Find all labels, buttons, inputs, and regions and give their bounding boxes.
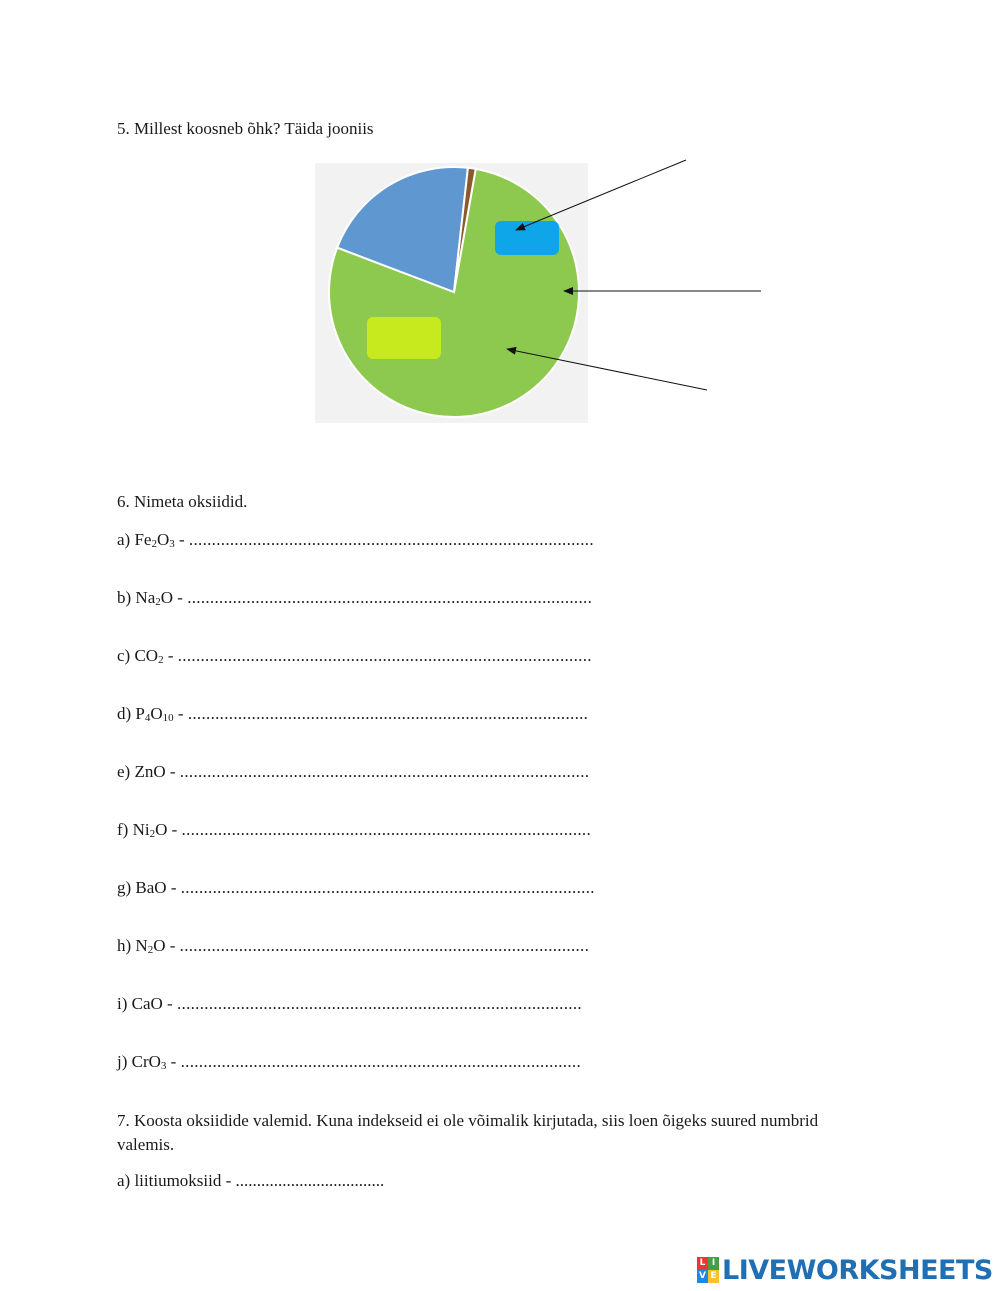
oxide-formula-m1: O xyxy=(153,936,166,955)
liveworksheets-logo xyxy=(697,1255,993,1285)
oxide-answer-row xyxy=(117,819,591,841)
oxide-formula-s2: 3 xyxy=(169,538,175,550)
oxide-answer-row xyxy=(117,645,592,667)
answer-blank-dots[interactable]: ........................................................................................... xyxy=(177,646,592,665)
answer-blank-dots[interactable]: .......................................................................................... xyxy=(179,936,590,955)
question-5-title: 5. Millest koosneb õhk? Täida jooniis xyxy=(117,119,374,138)
answer-blank-dots[interactable]: ........................................................................................ xyxy=(180,1052,581,1071)
oxide-formula-prefix: b) Na xyxy=(117,588,156,607)
answer-blank-dots[interactable]: ......................................................................................... xyxy=(187,588,593,607)
oxide-formula-m1: O xyxy=(156,530,170,549)
question-6-title: 6. Nimeta oksiidid. xyxy=(117,492,248,511)
oxide-answer-row xyxy=(117,1051,581,1073)
oxide-formula-suffix: - xyxy=(166,1052,181,1071)
oxide-formula-m1: O xyxy=(160,588,174,607)
oxide-formula-prefix: e) ZnO xyxy=(117,762,166,781)
oxide-formula-suffix: - xyxy=(163,646,178,665)
oxide-formula-prefix: d) P xyxy=(117,704,145,723)
oxide-answer-row xyxy=(117,877,595,899)
oxide-formula-suffix: - xyxy=(167,820,182,839)
oxide-answer-row xyxy=(117,703,588,725)
oxide-formula-s1: 2 xyxy=(155,596,161,608)
oxide-formula-prefix: c) CO xyxy=(117,646,159,665)
oxide-answer-row xyxy=(117,993,582,1015)
oxide-formula-suffix: - xyxy=(166,878,181,897)
oxide-formula-prefix: i) CaO xyxy=(117,994,163,1013)
answer-blank-dots[interactable]: ......................................................................................... xyxy=(188,530,594,549)
question-7-title: 7. Koosta oksiidide valemid. Kuna indekseid ei ole võimalik kirjutada, siis loen õigeks suured numbrid valemis. xyxy=(117,1111,819,1154)
oxide-formula-suffix: - xyxy=(173,588,188,607)
oxide-formula-s1: 2 xyxy=(149,828,156,840)
answer-blank-dots[interactable]: ......................................................................................... xyxy=(176,994,582,1013)
oxide-formula-suffix: - xyxy=(165,936,180,955)
nitrogen-label-dropzone[interactable] xyxy=(367,317,441,359)
answer-blank-dots[interactable]: ........................................................................................... xyxy=(180,878,595,897)
oxide-formula-s2: 10 xyxy=(162,712,174,724)
formula-answer-row[interactable]: a) liitiumoksiid - ................................... xyxy=(117,1171,385,1190)
oxide-formula-suffix: - xyxy=(174,530,189,549)
logo-letter-tile: V xyxy=(697,1270,708,1283)
answer-blank-dots[interactable]: .......................................................................................... xyxy=(181,820,592,839)
oxide-formula-s1: 2 xyxy=(147,944,154,956)
logo-letter-tile: L xyxy=(697,1257,708,1270)
oxygen-label-dropzone[interactable] xyxy=(495,221,559,255)
oxide-formula-s1: 2 xyxy=(151,538,157,550)
oxide-formula-m1: O xyxy=(150,704,163,723)
oxide-answer-row xyxy=(117,587,592,609)
oxide-answer-row xyxy=(117,529,594,551)
oxide-answer-row xyxy=(117,761,589,783)
oxide-formula-prefix: h) N xyxy=(117,936,148,955)
oxide-formula-prefix: j) CrO xyxy=(117,1052,161,1071)
logo-letter-tile: I xyxy=(708,1257,719,1270)
pie-chart-svg xyxy=(315,163,588,423)
oxide-formula-prefix: a) Fe xyxy=(117,530,152,549)
liveworksheets-mark-icon xyxy=(697,1257,719,1283)
air-composition-chart xyxy=(315,163,588,423)
oxide-formula-s1: 2 xyxy=(158,654,164,666)
liveworksheets-wordmark: LIVEWORKSHEETS xyxy=(722,1254,993,1286)
oxide-answer-row xyxy=(117,935,589,957)
oxide-formula-suffix: - xyxy=(162,994,177,1013)
answer-blank-dots[interactable]: ........................................................................................ xyxy=(187,704,589,723)
oxide-formula-prefix: f) Ni xyxy=(117,820,150,839)
oxide-formula-suffix: - xyxy=(173,704,188,723)
oxide-formula-m1: O xyxy=(155,820,168,839)
oxide-formula-s1: 3 xyxy=(160,1060,167,1072)
answer-blank-dots[interactable]: .......................................................................................... xyxy=(179,762,590,781)
logo-letter-tile: E xyxy=(708,1270,719,1283)
oxide-formula-prefix: g) BaO xyxy=(117,878,167,897)
oxide-formula-s1: 4 xyxy=(144,712,151,724)
oxide-formula-suffix: - xyxy=(165,762,180,781)
